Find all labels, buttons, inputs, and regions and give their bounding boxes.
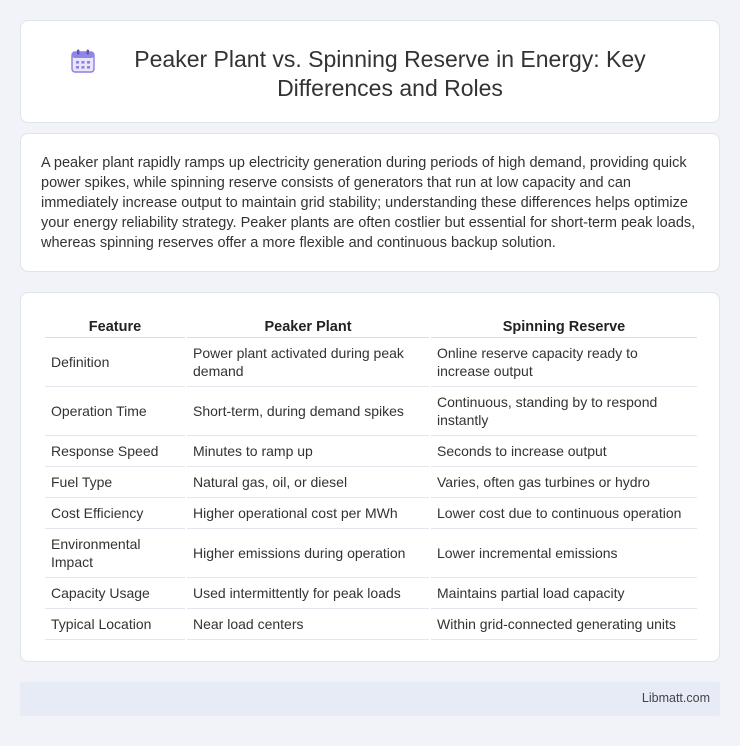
spinning-cell: Maintains partial load capacity xyxy=(431,578,697,609)
feature-cell: Environmental Impact xyxy=(45,529,185,578)
table-row xyxy=(45,467,697,498)
comparison-table xyxy=(43,313,699,640)
footer-brand-link[interactable]: Libmatt.com xyxy=(641,691,710,705)
feature-cell: Definition xyxy=(45,338,185,387)
spinning-cell: Seconds to increase output xyxy=(431,436,697,467)
table-row xyxy=(45,609,697,640)
header-spinning-reserve: Spinning Reserve xyxy=(431,313,697,338)
peaker-cell: Used intermittently for peak loads xyxy=(187,578,429,609)
spinning-cell: Lower cost due to continuous operation xyxy=(431,498,697,529)
peaker-cell: Minutes to ramp up xyxy=(187,436,429,467)
table-row xyxy=(45,498,697,529)
peaker-cell: Natural gas, oil, or diesel xyxy=(187,467,429,498)
table-header-row xyxy=(45,313,697,338)
feature-cell: Capacity Usage xyxy=(45,578,185,609)
feature-cell: Typical Location xyxy=(45,609,185,640)
table-row xyxy=(45,529,697,578)
comparison-card xyxy=(20,292,720,662)
feature-cell: Fuel Type xyxy=(45,467,185,498)
peaker-cell: Power plant activated during peak demand xyxy=(187,338,429,387)
table-row xyxy=(45,387,697,436)
title-row xyxy=(21,21,719,103)
summary-card xyxy=(20,133,720,272)
peaker-cell: Higher emissions during operation xyxy=(187,529,429,578)
spinning-cell: Continuous, standing by to respond instantly xyxy=(431,387,697,436)
peaker-cell: Short-term, during demand spikes xyxy=(187,387,429,436)
feature-cell: Cost Efficiency xyxy=(45,498,185,529)
table-row xyxy=(45,338,697,387)
table-row xyxy=(45,436,697,467)
header-feature: Feature xyxy=(45,313,185,338)
summary-paragraph: A peaker plant rapidly ramps up electricity generation during periods of high demand, providing quick power spikes, while spinning reserve consists of generators that run at low capacity and can immediately increase output to maintain grid stability; understanding these differences helps optimize your energy reliability strategy. Peaker plants are often costlier but essential for short-term peak loads, whereas spinning reserves offer a more flexible and continuous backup solution. xyxy=(41,155,696,251)
header-peaker-plant: Peaker Plant xyxy=(187,313,429,338)
peaker-cell: Higher operational cost per MWh xyxy=(187,498,429,529)
spinning-cell: Within grid-connected generating units xyxy=(431,609,697,640)
spinning-cell: Varies, often gas turbines or hydro xyxy=(431,467,697,498)
spinning-cell: Online reserve capacity ready to increase output xyxy=(431,338,697,387)
table-row xyxy=(45,578,697,609)
peaker-cell: Near load centers xyxy=(187,609,429,640)
feature-cell: Operation Time xyxy=(45,387,185,436)
footer-bar xyxy=(20,682,720,716)
spinning-cell: Lower incremental emissions xyxy=(431,529,697,578)
feature-cell: Response Speed xyxy=(45,436,185,467)
title-card xyxy=(20,20,720,123)
page-title: Peaker Plant vs. Spinning Reserve in Energy: Key Differences and Roles xyxy=(134,46,646,101)
calendar-icon xyxy=(70,48,96,74)
